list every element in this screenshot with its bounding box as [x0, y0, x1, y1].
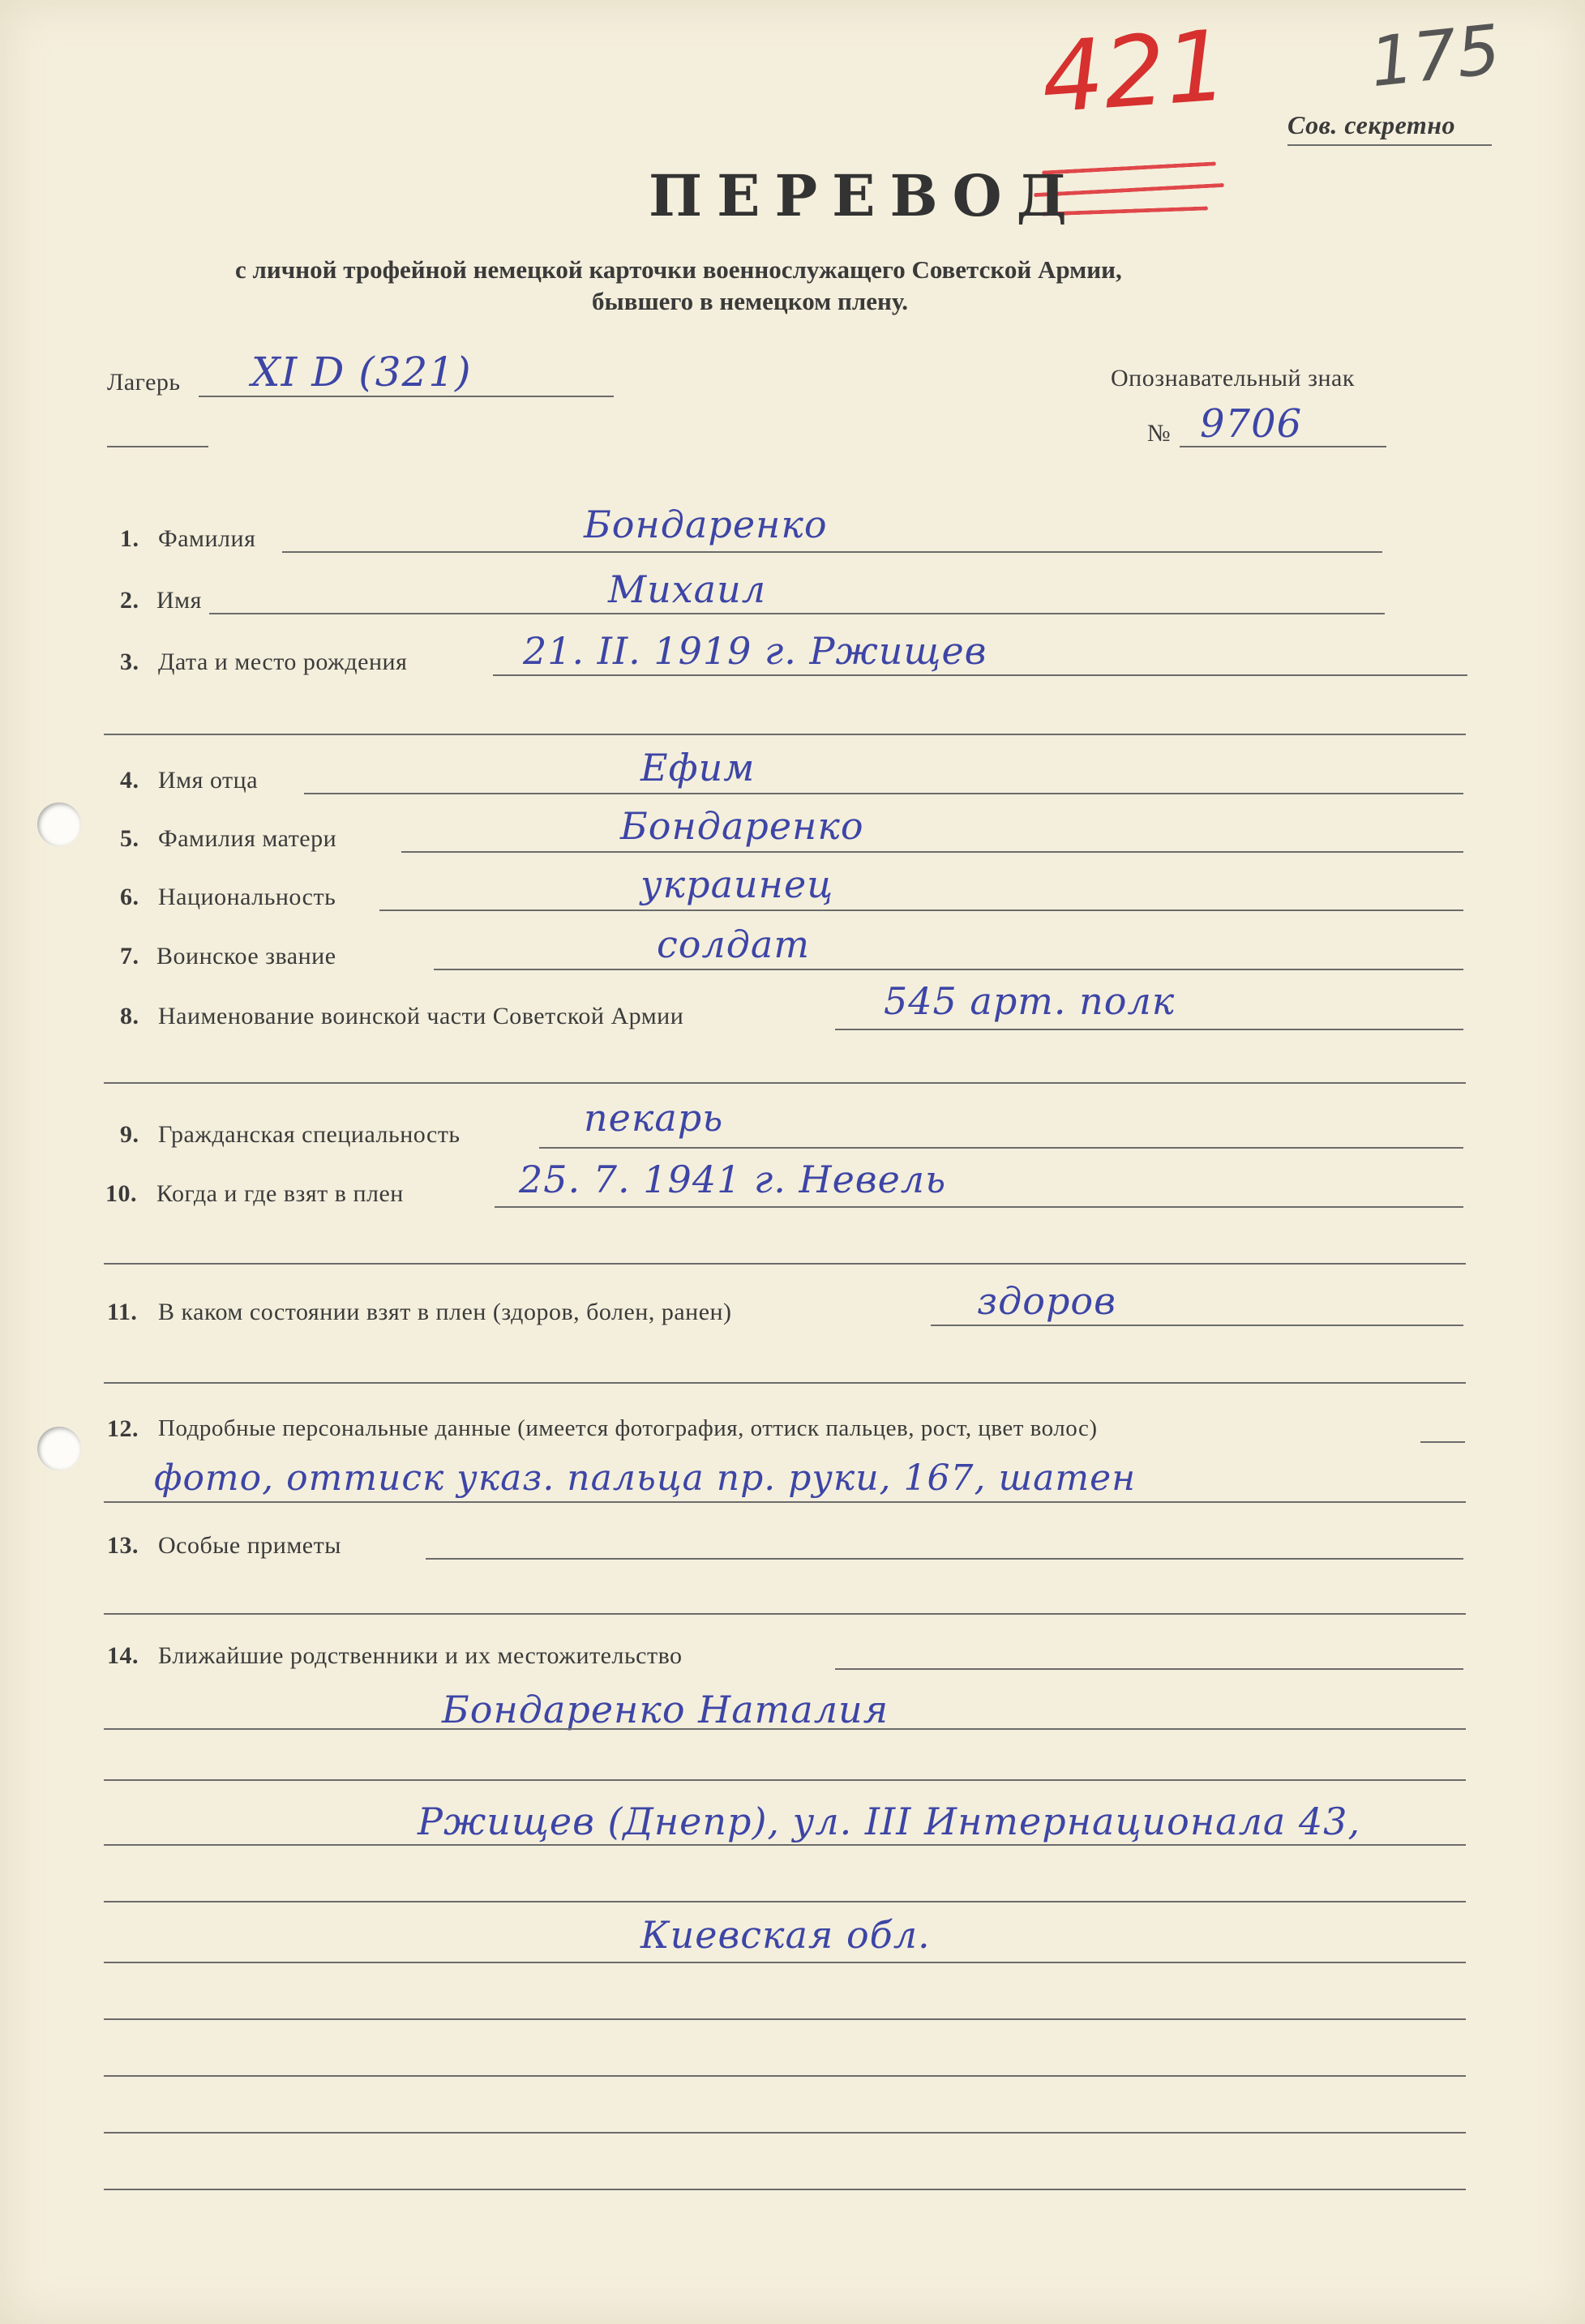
field-8-line-2: [104, 1082, 1466, 1084]
camp-line-2: [107, 446, 208, 447]
field-2-label: Имя: [156, 587, 202, 614]
page-title: ПЕРЕВОД: [649, 162, 1082, 229]
field-14-number: 14.: [107, 1642, 139, 1669]
field-12-number: 12.: [107, 1415, 139, 1442]
field-6-value: украинец: [640, 862, 834, 906]
subtitle-line-1: с личной трофейной немецкой карточки военнослужащего Советской Армии,: [235, 255, 1122, 284]
id-tag-value: 9706: [1200, 401, 1303, 447]
punch-hole-top: [37, 802, 81, 846]
field-3-value: 21. II. 1919 г. Ржищев: [523, 629, 987, 673]
field-10-value: 25. 7. 1941 г. Невель: [519, 1158, 947, 1201]
classification-underline: [1287, 144, 1492, 146]
field-6-line: [379, 909, 1463, 911]
field-1-value: Бондаренко: [584, 503, 828, 546]
field-14-line-8: [104, 2075, 1466, 2077]
field-2-value: Михаил: [608, 567, 767, 611]
field-9-number: 9.: [120, 1121, 139, 1148]
camp-line: [199, 396, 614, 397]
field-4-line: [304, 793, 1463, 794]
field-8-label: Наименование воинской части Советской Армии: [158, 1003, 684, 1029]
field-8-number: 8.: [120, 1003, 139, 1029]
field-14-line-9: [104, 2132, 1466, 2134]
punch-hole-bottom: [37, 1427, 81, 1470]
red-archive-number: 421: [1038, 10, 1232, 135]
field-13-line: [426, 1558, 1463, 1560]
field-9-label: Гражданская специальность: [158, 1121, 461, 1148]
field-7-value: солдат: [657, 922, 810, 966]
field-12-line-2: [104, 1501, 1466, 1503]
field-8-line: [835, 1029, 1463, 1030]
field-5-value: Бондаренко: [620, 804, 864, 848]
field-5-label: Фамилия матери: [158, 825, 337, 852]
camp-label: Лагерь: [107, 369, 181, 396]
field-10-label: Когда и где взят в плен: [156, 1180, 404, 1207]
id-tag-label: Опознавательный знак: [1111, 365, 1355, 392]
field-12-label: Подробные персональные данные (имеется фотография, оттиск пальцев, рост, цвет волос): [158, 1415, 1098, 1441]
field-6-label: Национальность: [158, 884, 336, 910]
field-12-line: [1420, 1441, 1465, 1443]
field-7-number: 7.: [120, 943, 139, 969]
field-1-line: [282, 551, 1382, 553]
field-9-line: [539, 1147, 1463, 1149]
field-2-line: [209, 613, 1385, 614]
field-14-line-3: [104, 1779, 1466, 1781]
field-9-value: пекарь: [584, 1096, 724, 1140]
field-14-value-line-3: Киевская обл.: [640, 1913, 931, 1957]
field-3-line-2: [104, 734, 1466, 735]
field-14-value-line-2: Ржищев (Днепр), ул. III Интернационала 43,: [418, 1800, 1361, 1843]
field-11-line-2: [104, 1382, 1466, 1384]
field-11-value: здоров: [977, 1279, 1116, 1323]
field-14-line-5: [104, 1901, 1466, 1902]
field-11-line: [931, 1325, 1463, 1326]
field-4-label: Имя отца: [158, 767, 259, 794]
field-5-line: [401, 851, 1463, 853]
field-3-line: [493, 674, 1467, 676]
field-7-line: [434, 969, 1463, 970]
field-14-line-7: [104, 2018, 1466, 2020]
field-3-label: Дата и место рождения: [158, 648, 408, 675]
field-14-line-6: [104, 1962, 1466, 1963]
field-10-line: [495, 1206, 1463, 1208]
field-14-value-line-1: Бондаренко Наталия: [442, 1688, 889, 1731]
field-10-number: 10.: [105, 1180, 137, 1207]
field-1-label: Фамилия: [158, 525, 256, 552]
camp-value: XI D (321): [251, 349, 472, 396]
pencil-page-number: 175: [1366, 9, 1505, 103]
field-12-value: фото, оттиск указ. пальца пр. руки, 167, шатен: [154, 1457, 1137, 1499]
field-14-label: Ближайшие родственники и их местожительство: [158, 1642, 683, 1669]
field-14-line-2: [104, 1728, 1466, 1730]
field-14-line-10: [104, 2189, 1466, 2190]
field-8-value: 545 арт. полк: [884, 979, 1176, 1023]
field-13-label: Особые приметы: [158, 1532, 341, 1559]
field-4-number: 4.: [120, 767, 139, 794]
field-5-number: 5.: [120, 825, 139, 852]
subtitle-line-2: бывшего в немецком плену.: [592, 287, 909, 315]
field-3-number: 3.: [120, 648, 139, 675]
field-7-label: Воинское звание: [156, 943, 336, 969]
field-14-line-4: [104, 1844, 1466, 1846]
field-2-number: 2.: [120, 587, 139, 614]
field-11-label: В каком состоянии взят в плен (здоров, болен, ранен): [158, 1299, 732, 1325]
field-14-line: [835, 1668, 1463, 1670]
field-6-number: 6.: [120, 884, 139, 910]
field-13-number: 13.: [107, 1532, 139, 1559]
id-tag-no-label: №: [1147, 420, 1172, 447]
field-4-value: Ефим: [640, 746, 756, 790]
classification-label: Сов. секретно: [1287, 110, 1455, 139]
field-13-line-2: [104, 1613, 1466, 1615]
field-11-number: 11.: [107, 1299, 138, 1325]
field-10-line-2: [104, 1263, 1466, 1265]
field-1-number: 1.: [120, 525, 139, 552]
